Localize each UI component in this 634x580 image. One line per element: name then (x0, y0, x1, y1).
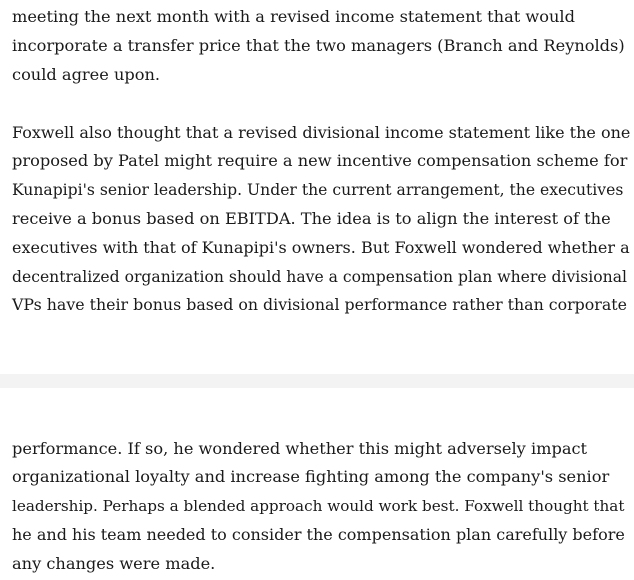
text-line: performance. If so, he wondered whether this might adversely impact (12, 439, 588, 458)
text-line: incorporate a transfer price that the two managers (Branch and Reynolds) (12, 36, 625, 55)
text-line: he and his team needed to consider the compensation plan carefully before (12, 525, 625, 544)
text-line: could agree upon. (12, 65, 161, 84)
text-line: decentralized organization should have a compensation plan where divisional (12, 268, 627, 286)
text-line: any changes were made. (12, 554, 216, 573)
text-line: VPs have their bonus based on divisional performance rather than corporate (12, 295, 627, 314)
text-line: executives with that of Kunapipi's owners. But Foxwell wondered whether a (12, 238, 630, 257)
text-line: Kunapipi's senior leadership. Under the current arrangement, the executives (12, 181, 624, 199)
text-line: meeting the next month with a revised income statement that would (12, 7, 575, 26)
page-separator (0, 374, 634, 388)
text-line: leadership. Perhaps a blended approach would work best. Foxwell thought that (12, 497, 625, 515)
text-line: organizational loyalty and increase fighting among the company's senior (12, 467, 610, 486)
text-line: Foxwell also thought that a revised divisional income statement like the one (12, 123, 631, 142)
document-page-bottom (0, 388, 634, 580)
text-line: receive a bonus based on EBITDA. The idea is to align the interest of the (12, 209, 611, 228)
text-line: proposed by Patel might require a new incentive compensation scheme for (12, 151, 628, 170)
